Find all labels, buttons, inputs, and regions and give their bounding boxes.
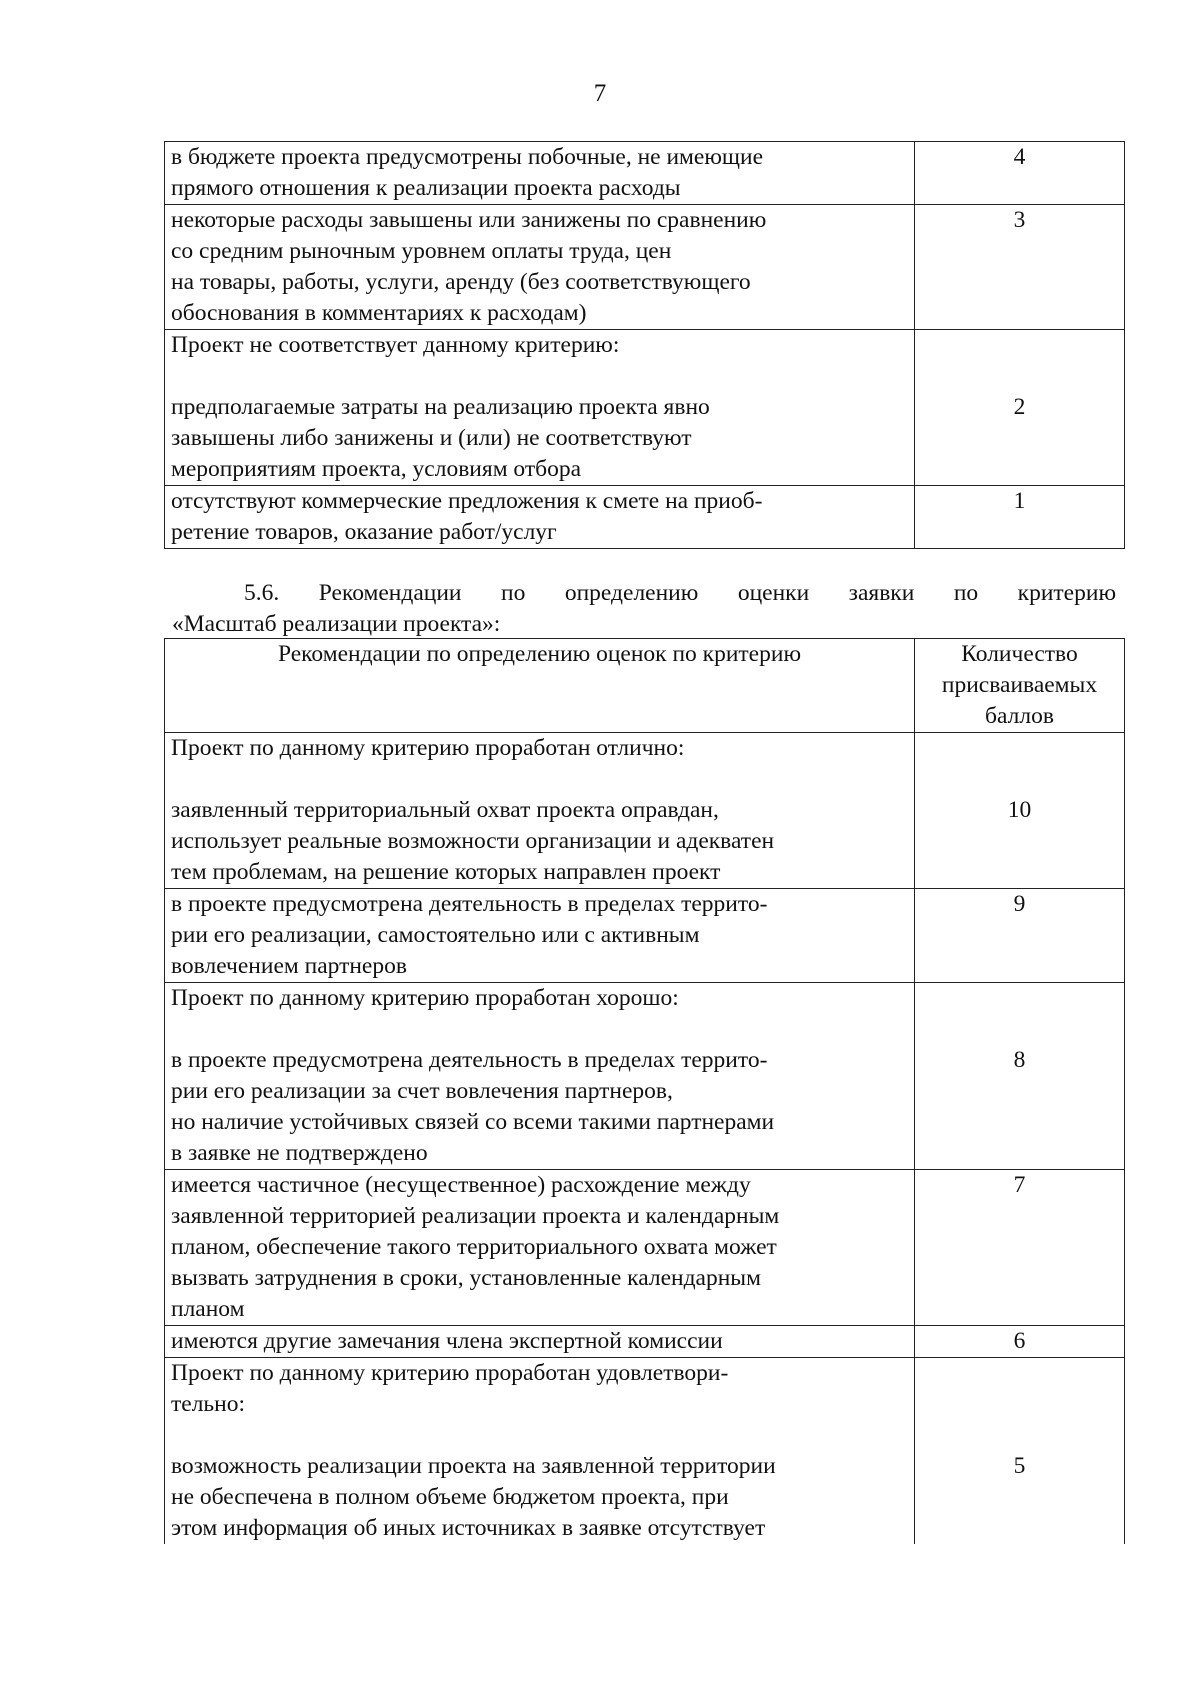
section-heading-line1: 5.6. Рекомендации по определению оценки заявки по критерию <box>244 580 1116 606</box>
criterion-text: в проекте предусмотрена деятельность в пределах террито- рии его реализации, самостоятельно или с активным вовлечением партнеров <box>165 889 915 983</box>
score-number: 8 <box>1013 1047 1026 1073</box>
score-value <box>915 330 1125 486</box>
criterion-text: имеются другие замечания члена экспертной комиссии <box>165 1326 915 1358</box>
score-value: 4 <box>915 142 1125 205</box>
score-value: 9 <box>915 889 1125 983</box>
table-row <box>165 1170 1125 1326</box>
score-number: 5 <box>1013 1453 1026 1479</box>
score-number: 10 <box>1007 797 1032 823</box>
table-row <box>165 1326 1125 1358</box>
section-heading-line2: «Масштаб реализации проекта»: <box>172 611 501 637</box>
criterion-text: имеется частичное (несущественное) расхождение между заявленной территорией реализации проекта и календарным планом, обеспечение такого территориального охвата может вызвать затруднения в сроки, установленные календарным планом <box>165 1170 915 1326</box>
criteria-score-table-continued <box>164 141 1125 549</box>
criterion-text: некоторые расходы завышены или занижены по сравнению со средним рыночным уровнем оплаты труда, цен на товары, работы, услуги, аренду (без соответствующего обоснования в комментариях к расходам) <box>165 205 915 330</box>
header-recommendations: Рекомендации по определению оценок по критерию <box>165 639 915 733</box>
criterion-text: в бюджете проекта предусмотрены побочные, не имеющие прямого отношения к реализации проекта расходы <box>165 142 915 205</box>
page-number: 7 <box>593 80 607 107</box>
scale-criterion-score-table <box>164 638 1125 1544</box>
score-value: 6 <box>915 1326 1125 1358</box>
criterion-text: отсутствуют коммерческие предложения к смете на приоб- ретение товаров, оказание работ/услуг <box>165 486 915 549</box>
table-row <box>165 1358 1125 1545</box>
score-value: 7 <box>915 1170 1125 1326</box>
score-value <box>915 733 1125 889</box>
score-number: 2 <box>1013 394 1026 420</box>
score-value <box>915 983 1125 1170</box>
criterion-text: Проект по данному критерию проработан хорошо: в проекте предусмотрена деятельность в пределах террито- рии его реализации за счет вовлечения партнеров, но наличие устойчивых связей со всеми такими партнерами в заявке не подтверждено <box>165 983 915 1170</box>
table-row <box>165 142 1125 205</box>
criterion-text: Проект по данному критерию проработан удовлетвори- тельно: возможность реализации проекта на заявленной территории не обеспечена в полном объеме бюджетом проекта, при этом информация об иных источниках в заявке отсутствует <box>165 1358 915 1545</box>
table-row <box>165 733 1125 889</box>
score-value: 3 <box>915 205 1125 330</box>
criterion-text: Проект по данному критерию проработан отлично: заявленный территориальный охват проекта оправдан, использует реальные возможности организации и адекватен тем проблемам, на решение которых направлен проект <box>165 733 915 889</box>
score-value <box>915 1358 1125 1545</box>
table-row <box>165 205 1125 330</box>
header-score-count: Количество присваиваемых баллов <box>915 639 1125 733</box>
table-row <box>165 330 1125 486</box>
criterion-text: Проект не соответствует данному критерию: предполагаемые затраты на реализацию проекта явно завышены либо занижены и (или) не соответствуют мероприятиям проекта, условиям отбора <box>165 330 915 486</box>
table-row <box>165 983 1125 1170</box>
section-heading <box>172 578 1116 640</box>
table-row <box>165 486 1125 549</box>
score-value: 1 <box>915 486 1125 549</box>
table-header-row <box>165 639 1125 733</box>
table-row <box>165 889 1125 983</box>
